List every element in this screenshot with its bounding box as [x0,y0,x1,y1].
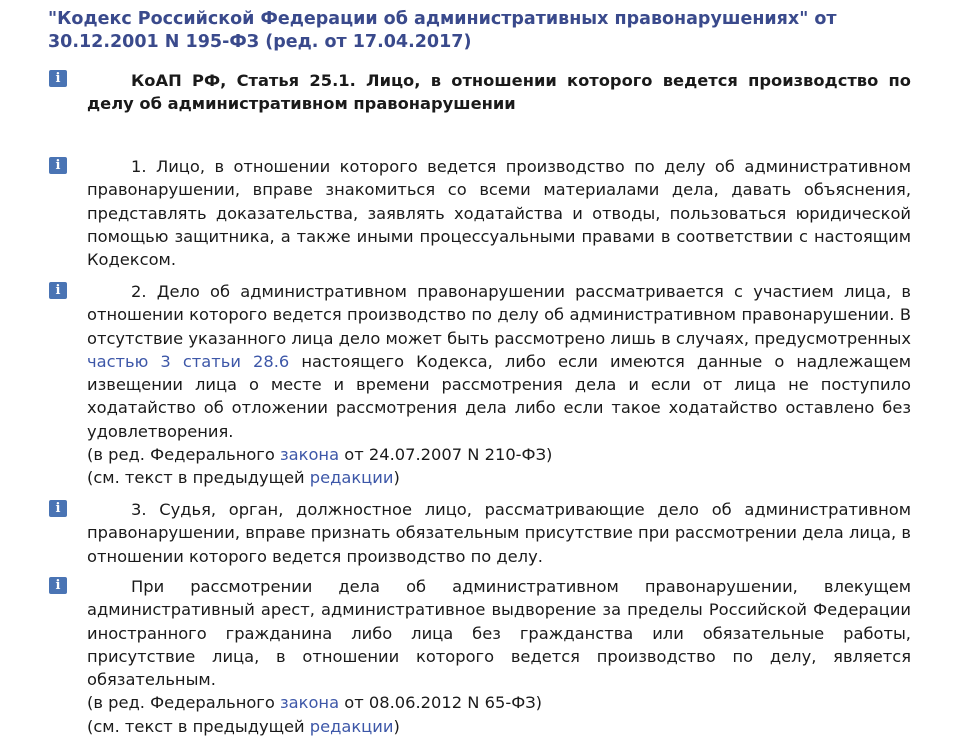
note-text: от 24.07.2007 N 210-ФЗ) [339,445,553,465]
info-icon[interactable]: i [49,500,67,517]
amendment-note [87,691,911,714]
paragraph-4-text: При рассмотрении дела об административном правонарушении, влекущем административный арест, административное выдворение за пределы Российской Федерации иностранного гражданина либо лица без гражданства или обязательные работы, присутствие лица, в отношении которого ведется производство по делу, является обязательным. [87,577,911,690]
paragraph-4 [87,575,911,738]
paragraph-3: 3. Судья, орган, должностное лицо, рассматривающие дело об административном правонарушении, вправе признать обязательным присутствие при рассмотрении дела лица, в отношении которого ведется производство по делу. [87,500,911,566]
note-text: (в ред. Федерального [87,445,280,465]
paragraph-1: 1. Лицо, в отношении которого ведется производство по делу об административном правонарушении, вправе знакомиться со всеми материалами дела, давать объяснения, представлять доказательства, заявлять ходатайства и отводы, пользоваться юридической помощью защитника, а также иными процессуальными правами в соответствии с настоящим Кодексом. [87,157,911,270]
previous-edition-note [87,466,911,489]
edition-link[interactable]: редакции [309,468,394,488]
paragraph-2-text-before: 2. Дело об административном правонарушении рассматривается с участием лица, в отношении которого ведется производство по делу об административном правонарушении. В отсутствие указанного лица дело может быть рассмотрено лишь в случаях, предусмотренных [87,282,911,348]
note-text: (в ред. Федерального [87,693,280,713]
info-icon[interactable]: i [49,70,67,87]
note-text: от 08.06.2012 N 65-ФЗ) [339,693,543,713]
paragraph-2 [87,280,911,490]
paragraph-2-text-after: настоящего Кодекса, либо если имеются данные о надлежащем извещении лица о месте и времени рассмотрения дела и если от лица не поступило ходатайство об отложении рассмотрения дела либо если такое ходатайство оставлено без удовлетворения. [87,351,912,441]
info-icon[interactable]: i [49,282,67,299]
edition-link[interactable]: редакции [309,716,394,736]
amendment-note [87,443,911,466]
info-icon[interactable]: i [49,157,67,174]
law-link[interactable]: закона [280,693,340,713]
article-link[interactable]: частью 3 статьи 28.6 [87,351,290,371]
article-heading: КоАП РФ, Статья 25.1. Лицо, в отношении которого ведется производство по делу об административном правонарушении [87,71,911,114]
law-link[interactable]: закона [280,445,340,465]
note-text: ) [393,468,400,488]
note-text: (см. текст в предыдущей [87,716,310,736]
document-title: "Кодекс Российской Федерации об административных правонарушениях" от 30.12.2001 N 195-ФЗ (ред. от 17.04.2017) [48,9,837,52]
info-icon[interactable]: i [49,577,67,594]
previous-edition-note [87,715,911,738]
note-text: ) [393,716,400,736]
note-text: (см. текст в предыдущей [87,468,310,488]
